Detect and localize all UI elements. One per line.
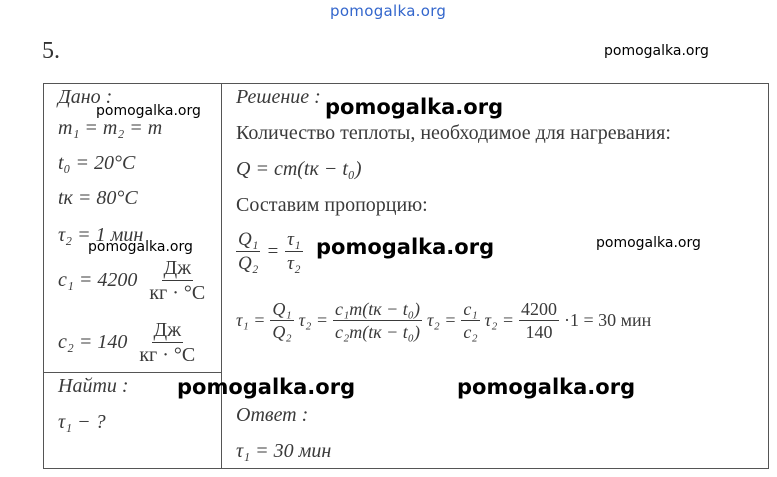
c1-unit-num: Дж — [163, 257, 192, 279]
answer-value: τ₁ = 30 мин — [236, 440, 332, 462]
derivation-start: τ₁ = — [236, 310, 266, 330]
watermark: pomogalka.org — [325, 95, 504, 119]
proportion — [236, 230, 303, 273]
watermark: pomogalka.org — [96, 103, 201, 119]
proportion-right — [285, 230, 302, 273]
proportion-left-den: Q₂ — [238, 253, 259, 274]
task-number: 5. — [42, 38, 60, 64]
c2-unit-num: Дж — [153, 319, 182, 341]
derivation-mid-3: τ₂ = — [484, 310, 515, 330]
given-time-2: τ₂ = 1 мин — [58, 224, 144, 246]
watermark: pomogalka.org — [457, 375, 636, 399]
c2-unit-den: кг · °C — [139, 344, 196, 366]
frac-cm-den: c₂m(tк − t₀) — [334, 322, 421, 342]
frac-q-num: Q₁ — [272, 299, 292, 319]
watermark: pomogalka.org — [604, 43, 709, 59]
derivation-frac-num — [519, 300, 559, 341]
solution-heading: Решение : — [236, 86, 321, 108]
derivation — [236, 300, 651, 341]
derivation-mid-2: τ₂ = — [427, 310, 457, 330]
watermark: pomogalka.org — [177, 375, 356, 399]
find-item: τ₁ − ? — [58, 411, 106, 433]
watermark: pomogalka.org — [316, 235, 495, 259]
frac-q-den: Q₂ — [272, 322, 292, 342]
watermark: pomogalka.org — [596, 235, 701, 251]
given-heading: Дано : — [58, 86, 113, 108]
proportion-left — [236, 230, 260, 273]
given-find-divider — [43, 372, 222, 373]
c1-unit-den: кг · °C — [149, 282, 206, 304]
c1-value: c₁ = 4200 — [58, 269, 138, 291]
proportion-eq: = — [266, 240, 280, 262]
derivation-frac-q — [270, 300, 293, 341]
frac-c-num: c₁ — [463, 299, 478, 319]
heat-formula: Q = cm(tк − t₀) — [236, 158, 362, 180]
frac-num-num: 4200 — [521, 299, 558, 319]
given-mass: m₁ = m₂ = m — [58, 117, 163, 139]
c2-unit — [137, 320, 197, 365]
derivation-frac-cm — [333, 300, 422, 341]
derivation-end: ·1 = 30 мин — [564, 310, 652, 330]
find-heading: Найти : — [58, 375, 129, 397]
site-link[interactable]: pomogalka.org — [330, 2, 447, 20]
solution-intro: Количество теплоты, необходимое для нагревания: — [236, 122, 671, 144]
c2-value: c₂ = 140 — [58, 331, 128, 353]
answer-heading: Ответ : — [236, 404, 309, 426]
proportion-left-num: Q₁ — [238, 229, 259, 250]
frac-c-den: c₂ — [463, 322, 478, 342]
given-final-temp: tк = 80°C — [58, 187, 138, 209]
given-c2 — [58, 320, 197, 365]
derivation-mid-1: τ₂ = — [298, 310, 328, 330]
watermark: pomogalka.org — [88, 239, 193, 255]
given-initial-temp: t₀ = 20°C — [58, 152, 136, 174]
derivation-frac-c — [461, 300, 479, 341]
proportion-title: Составим пропорцию: — [236, 194, 428, 216]
proportion-right-num: τ₁ — [287, 229, 301, 250]
frac-cm-num: c₁m(tк − t₀) — [334, 299, 421, 319]
proportion-right-den: τ₂ — [287, 253, 301, 274]
given-c1 — [58, 258, 207, 303]
frac-num-den: 140 — [525, 322, 553, 342]
column-divider — [221, 83, 222, 469]
c1-unit — [147, 258, 207, 303]
